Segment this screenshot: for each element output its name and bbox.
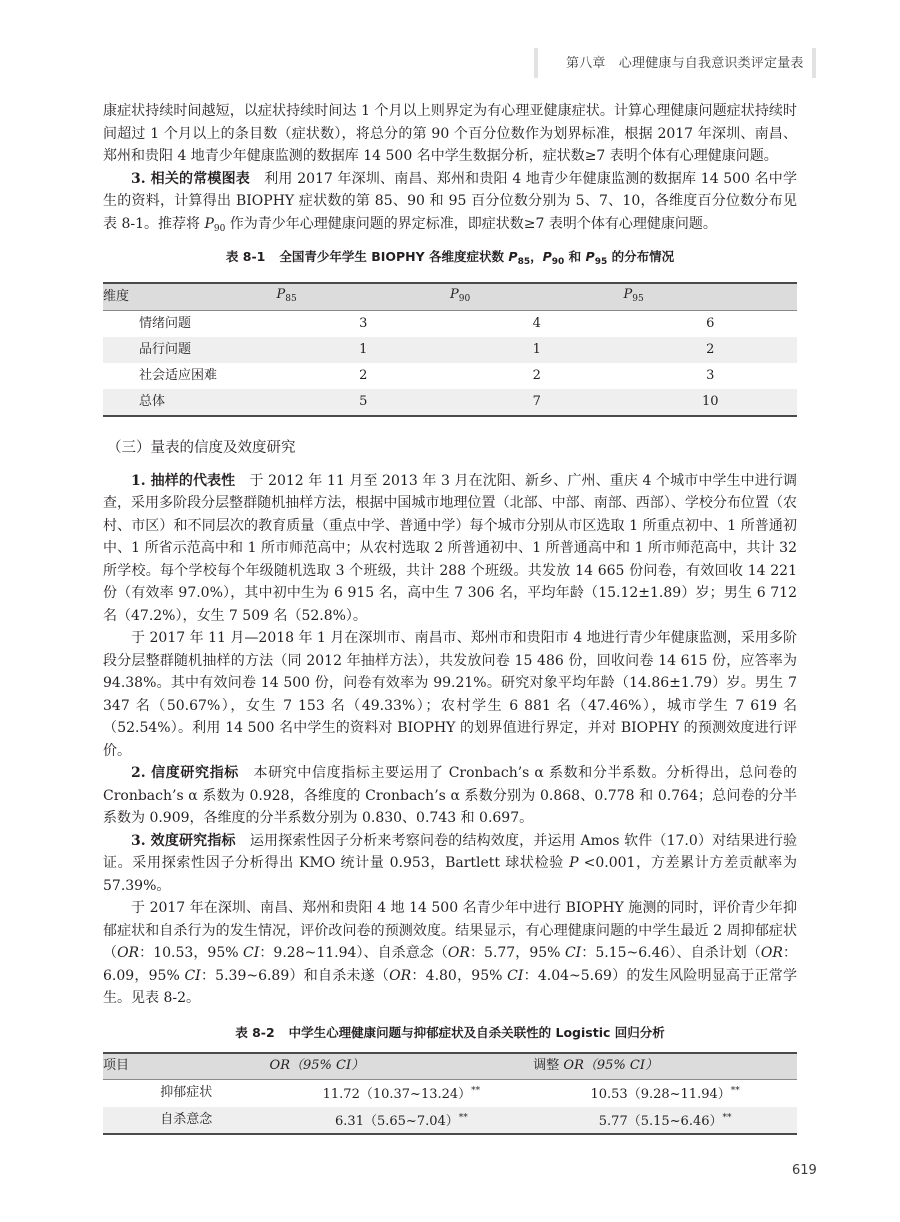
- subscript: 90: [213, 223, 226, 234]
- text: ：9.28~11.94）、自杀意念（: [259, 945, 448, 961]
- cell-p85: 3: [359, 315, 368, 331]
- table-row: [103, 1107, 797, 1135]
- header-divider-right: [812, 48, 816, 78]
- table-number: 表 8-1: [225, 249, 266, 264]
- cell-p90: 1: [450, 337, 624, 363]
- cell-p95: 2: [624, 337, 798, 363]
- p-symbol: P: [450, 286, 459, 302]
- paragraph-predictive-validity: [103, 897, 797, 1010]
- row-label: 抑郁症状: [160, 1085, 213, 1100]
- text: ：5.39~6.89）和自杀未遂（: [200, 967, 390, 984]
- column-header-p85: [277, 283, 451, 311]
- row-label: 品行问题: [103, 337, 277, 363]
- subscript: 95: [632, 293, 644, 304]
- cell-adjusted-or: [533, 1080, 797, 1107]
- or-symbol: OR: [760, 945, 783, 961]
- p-symbol: P: [204, 215, 214, 232]
- page-number: 619: [792, 1163, 817, 1178]
- table-8-2-caption: [103, 1022, 797, 1045]
- subheading-validity: 3. 效度研究指标: [131, 832, 236, 849]
- subheading-sampling: 1. 抽样的代表性: [131, 472, 236, 489]
- significance-marker: **: [458, 1112, 468, 1123]
- ci-symbol: CI: [564, 945, 582, 961]
- ci-symbol: CI: [507, 967, 524, 984]
- header-divider-left: [534, 48, 538, 78]
- subheading-reliability: 2. 信度研究指标: [131, 765, 239, 781]
- adjusted-label: 调整: [533, 1058, 564, 1074]
- cell-p90: 4: [532, 315, 541, 331]
- column-header-adjusted-or: [533, 1053, 797, 1080]
- subscript: 95: [594, 257, 608, 267]
- or-symbol: OR: [447, 945, 470, 961]
- table-row: [103, 389, 797, 416]
- caption-text: 和: [564, 249, 586, 264]
- row-label: 自杀意念: [103, 1107, 270, 1135]
- table-8-1: [103, 282, 797, 418]
- text: 于 2012 年 11 月至 2013 年 3 月在沈阳、新乡、广州、重庆 4 个城市中学生中进行调查，采用多阶段分层整群随机抽样方法，根据中国城市地理位置（北部、中部、南部、西部）、学校分布位置（农村、市区）和不同层次的教育质量（重点中学、普通中学）每个城市分别从市区选取 1 所重点初中、1 所普通初中、1 所省示范高中和 1 所市师范高中；从农村选取 2 所普通初中、1 所普通高中和 1 所市师范高中，共计 32 所学校。每个学校每个年级随机选取 3 个班级，共计 288 个班级。共发放 14 665 份问卷，有效回收 14 221 份（有效率 97.0%），其中初中生为 6 915 名，高中生 7 306 名，平均年龄（15.12±1.89）岁；男生 6 712 名（47.2%），女生 7 509 名（52.8%）。: [103, 472, 797, 624]
- subscript: 85: [285, 293, 297, 304]
- table-8-1-caption: [103, 246, 797, 274]
- column-header-p90: [450, 283, 624, 311]
- text: 作为青少年心理健康问题的界定标准，即症状数≥7 表明个体有心理健康问题。: [225, 215, 717, 232]
- table-row: [103, 337, 797, 363]
- or-value: 11.72（10.37~13.24）: [322, 1087, 472, 1102]
- table-row: [103, 311, 797, 338]
- row-label: 总体: [103, 389, 277, 416]
- significance-marker: **: [471, 1086, 481, 1096]
- subscript: 90: [458, 293, 471, 304]
- caption-text: 中学生心理健康问题与抑郁症状及自杀关联性的 Logistic 回归分析: [288, 1024, 665, 1040]
- text: ：5.77，95%: [469, 945, 565, 961]
- running-head: 第八章 心理健康与自我意识类评定量表: [566, 56, 804, 71]
- caption-text: 全国青少年学生 BIOPHY 各维度症状数: [279, 249, 509, 264]
- caption-text: ，: [530, 249, 543, 264]
- column-header-or: [270, 1053, 534, 1080]
- or-ci-label: OR（95% CI）: [563, 1058, 658, 1074]
- text: ：10.53，95%: [139, 945, 244, 961]
- p-symbol: P: [276, 286, 286, 302]
- text: ：5.15~6.46）、自杀计划（: [581, 945, 761, 961]
- caption-text: 的分布情况: [607, 249, 675, 264]
- text: ：6.09，95%: [103, 945, 797, 984]
- adjusted-or-value: 5.77（5.15~6.46）: [598, 1113, 723, 1129]
- table-row: [103, 1080, 797, 1107]
- subheading-norm-tables: 3. 相关的常模图表: [131, 170, 250, 187]
- table-header-row: [103, 283, 797, 311]
- or-value: 6.31（5.65~7.04）: [335, 1113, 459, 1129]
- p-symbol: P: [542, 249, 552, 264]
- cell-p85: 5: [277, 389, 451, 416]
- or-ci-label: OR（95% CI）: [269, 1058, 365, 1074]
- paragraph-norm-tables: [103, 168, 797, 241]
- cell-adjusted-or: [533, 1107, 797, 1135]
- column-header-item: 项目: [103, 1053, 270, 1080]
- column-header-p95: [624, 283, 798, 311]
- text: 本研究中信度指标主要运用了 Cronbach’s α 系数和分半系数。分析得出，总问卷的 Cronbach’s α 系数为 0.928，各维度的 Cronbach’s α 系数分别为 0.868、0.778 和 0.764；总问卷的分半系数为 0.909，各维度的分半系数分别为 0.830、0.743 和 0.697。: [103, 765, 797, 826]
- cell-or: [270, 1107, 534, 1135]
- ci-symbol: CI: [243, 945, 260, 961]
- paragraph-reliability: [103, 762, 797, 830]
- p-symbol: P: [623, 286, 633, 302]
- adjusted-or-value: 10.53（9.28~11.94）: [590, 1087, 731, 1102]
- subscript: 85: [517, 257, 531, 267]
- or-symbol: OR: [389, 967, 412, 984]
- paragraph-validity: [103, 830, 797, 898]
- paragraph-cutoff-definition: 康症状持续时间越短，以症状持续时间达 1 个月以上则界定为有心理亚健康症状。计算心理健康问题症状持续时间超过 1 个月以上的条目数（症状数），将总分的第 90 个百分位数作为划界标准，根据 2017 年深圳、南昌、郑州和贵阳 4 地青少年健康监测的数据库 14 500 名中学生数据分析，症状数≥7 表明个体有心理健康问题。: [103, 103, 797, 164]
- p-symbol: P: [569, 855, 579, 871]
- row-label: 情绪问题: [139, 315, 192, 331]
- subscript: 90: [551, 257, 565, 267]
- section-heading-reliability-validity: （三）量表的信度及效度研究: [107, 440, 296, 456]
- significance-marker: **: [722, 1112, 732, 1123]
- text: 利用 2017 年深圳、南昌、郑州和贵阳 4 地青少年健康监测的数据库 14 500 名中学生的资料，计算得出 BIOPHY 症状数的第 85、90 和 95 百分位数分别为 5、7、10，各维度百分位数分布见表 8-1。推荐将: [103, 170, 797, 232]
- p-symbol: P: [508, 249, 518, 264]
- table-number: 表 8-2: [235, 1024, 275, 1040]
- text: ：4.04~5.69）的发生风险明显高于正常学生。见表 8-2。: [103, 967, 797, 1006]
- text: 运用探索性因子分析来考察问卷的结构效度，并运用 Amos 软件（17.0）对结果进行验证。采用探索性因子分析得出 KMO 统计量 0.953，Bartlett 球状检验: [103, 832, 797, 871]
- text: ：4.80，95%: [411, 967, 508, 984]
- significance-marker: **: [730, 1086, 740, 1096]
- cell-p85: 2: [359, 367, 368, 383]
- p-symbol: P: [585, 249, 595, 264]
- cell-p95: 10: [624, 389, 798, 416]
- cell-or: [270, 1080, 534, 1107]
- column-header-dimension: 维度: [103, 283, 277, 311]
- cell-p95: 3: [706, 367, 715, 383]
- text: <0.001，方差累计方差贡献率为 57.39%。: [103, 855, 797, 894]
- table-header-row: [103, 1053, 797, 1080]
- text: 于 2017 年在深圳、南昌、郑州和贵阳 4 地 14 500 名青少年中进行 BIOPHY 施测的同时，评价青少年抑郁症状和自杀行为的发生情况，评价改问卷的预测效度。结果显示，有心理健康问题的中学生最近 2 周抑郁症状（: [103, 900, 797, 961]
- page-body: [103, 100, 797, 1135]
- paragraph-2017-monitoring: 于 2017 年 11 月—2018 年 1 月在深圳市、南昌市、郑州市和贵阳市 4 地进行青少年健康监测，采用多阶段分层整群随机抽样的方法（同 2012 年抽样方法），共发放问卷 15 486 份，回收问卷 14 615 份，应答率为 94.38%。其中有效问卷 14 500 份，问卷有效率为 99.21%。研究对象平均年龄（14.86±1.79）岁。男生 7 347 名（50.67%），女生 7 153 名（49.33%）；农村学生 6 881 名（47.46%），城市学生 7 619 名（52.54%）。利用 14 500 名中学生的资料对 BIOPHY 的划界值进行界定，并对 BIOPHY 的预测效度进行评价。: [103, 630, 797, 759]
- table-8-2: [103, 1052, 797, 1135]
- table-row: [103, 363, 797, 389]
- ci-symbol: CI: [184, 967, 201, 984]
- cell-p95: 6: [706, 315, 715, 331]
- or-symbol: OR: [117, 945, 140, 961]
- cell-p90: 7: [450, 389, 624, 416]
- paragraph-sampling: [103, 470, 797, 628]
- row-label: 社会适应困难: [139, 367, 218, 383]
- cell-p85: 1: [277, 337, 451, 363]
- cell-p90: 2: [532, 367, 541, 383]
